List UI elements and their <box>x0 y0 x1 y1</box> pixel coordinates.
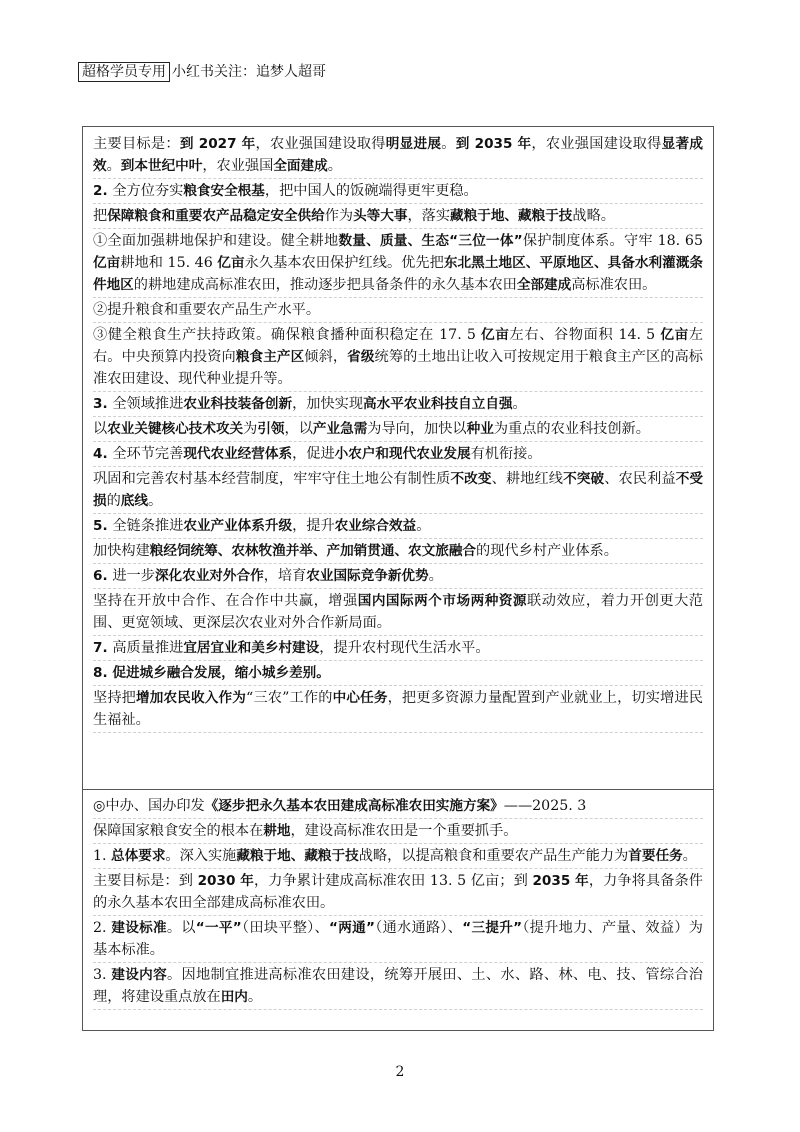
text-run: 把 <box>93 208 108 224</box>
bold-text: 4. <box>93 446 113 462</box>
bold-text: 亿亩 <box>481 327 510 343</box>
text-run: 倾斜， <box>304 349 348 365</box>
text-run: ，力争将具备条件的永久基本农田全部建成高标准农田。 <box>93 873 703 911</box>
text-run: 耕地和 15. 46 <box>120 255 218 271</box>
exclusive-tag: 超格学员专用 <box>78 62 170 82</box>
text-run: 。 <box>416 518 431 534</box>
text-run: 战略。 <box>572 208 615 224</box>
bold-text: 现代农业经营体系 <box>183 446 293 462</box>
text-run: 全环节完善 <box>112 446 184 462</box>
bold-text: 藏粮于地、藏粮于技 <box>236 848 359 864</box>
text-run: 全链条推进 <box>112 518 184 534</box>
text-run: 为 <box>243 421 258 437</box>
text-run: 永久基本农田保护红线。优先把 <box>244 255 444 271</box>
text-run: 作为 <box>324 208 354 224</box>
text-run: ，加快实现 <box>292 396 364 412</box>
text-run: 的现代乡村产业体系。 <box>476 543 618 559</box>
bold-text: 6. <box>93 568 113 584</box>
bold-text: 耕地 <box>263 823 291 839</box>
text-run: 。 <box>106 158 121 174</box>
text-run: 。 <box>327 158 342 174</box>
text-run: “三农”工作的 <box>246 690 333 706</box>
text-run: ，农业强国建设取得 <box>255 136 386 152</box>
text-run: 全方位夯实 <box>112 183 184 199</box>
paragraph <box>93 794 703 819</box>
text-run: 统筹的土地出让收入可按规定用于粮食主产区的高标准农田建设、现代种业提升等。 <box>93 349 703 387</box>
text-run: 主要目标是：到 <box>93 873 198 889</box>
bold-text: 建设标准 <box>111 920 167 936</box>
bold-text: 不改变 <box>450 471 492 487</box>
paragraph <box>93 589 703 636</box>
text-run: 。 <box>441 136 456 152</box>
paragraph <box>93 661 703 686</box>
page-header <box>78 62 326 82</box>
bold-text: 小农户和现代农业发展 <box>334 446 471 462</box>
paragraph <box>93 686 703 733</box>
paragraph <box>93 916 703 963</box>
paragraph <box>93 819 703 844</box>
text-run: 高标准农田。 <box>571 277 657 293</box>
paragraph <box>93 514 703 539</box>
bold-text: 农业关键核心技术攻关 <box>107 421 244 437</box>
text-run: 。 <box>428 568 443 584</box>
text-run: 加快构建 <box>93 543 150 559</box>
bold-text: 数量、质量、生态“三位一体” <box>338 233 523 249</box>
follow-note: 小红书关注：追梦人超哥 <box>172 64 326 80</box>
bold-text: 省级 <box>347 349 375 365</box>
bold-text: 显著成效 <box>93 136 703 174</box>
bold-text: 2030 年 <box>197 873 254 889</box>
text-run: 以 <box>93 421 108 437</box>
paragraph <box>93 417 703 442</box>
text-run: 、农民利益 <box>604 471 676 487</box>
bold-text: 东北黑土地区、平原地区、具备水利灌溉条件地区 <box>93 255 704 293</box>
paragraph <box>93 636 703 661</box>
bold-text: 高水平农业科技自立自强 <box>363 396 513 412</box>
text-run: 全领域推进 <box>112 396 184 412</box>
paragraph <box>93 204 703 229</box>
text-run: 坚持把 <box>93 690 137 706</box>
text-run: 。深入实施 <box>165 848 237 864</box>
text-run: 主要目标是： <box>93 136 180 152</box>
paragraph <box>93 564 703 589</box>
text-run: 的 <box>106 493 121 509</box>
bold-text: 深化农业对外合作 <box>154 568 264 584</box>
text-run: 联动效应，着力开创更大范围、更宽领域、更深层次农业对外合作新局面。 <box>93 593 703 631</box>
paragraph <box>93 179 703 204</box>
text-run: ①全面加强耕地保护和建设。健全耕地 <box>93 233 339 249</box>
text-run: 左右、谷物面积 14. 5 <box>509 327 661 343</box>
bold-text: 粮经饲统筹、农林牧渔并举、产加销贯通、农文旅融合 <box>149 543 477 559</box>
bold-text: 宜居宜业和美乡村建设 <box>183 640 320 656</box>
text-run: 有机衔接。 <box>470 446 542 462</box>
bold-text: 农业国际竞争新优势 <box>306 568 429 584</box>
paragraph <box>93 844 703 869</box>
section-agri-power <box>83 132 713 733</box>
bold-text: 3. <box>93 396 113 412</box>
text-run: （提升地力、产量、效益）为基本标准。 <box>93 920 703 958</box>
bold-text: 全部建成 <box>516 277 572 293</box>
bold-text: 2. <box>93 183 113 199</box>
paragraph <box>93 869 703 916</box>
text-run: 的耕地建成高标准农田，推动逐步把具备条件的永久基本农田 <box>133 277 517 293</box>
text-run: 。 <box>247 989 263 1005</box>
bold-text: 到 2027 年 <box>179 136 256 152</box>
text-run: 2. <box>93 920 112 936</box>
text-run: 坚持在开放中合作、在合作中共赢，增强 <box>93 593 358 609</box>
bold-text: 2035 年 <box>532 873 589 889</box>
text-run: 1. <box>93 848 112 864</box>
bold-text: 不突破 <box>563 471 605 487</box>
bold-text: 粮食安全根基 <box>183 183 265 199</box>
text-run: ，提升 <box>292 518 335 534</box>
bold-text: 《逐步把永久基本农田建成高标准农田实施方案》 <box>204 798 504 814</box>
paragraph <box>93 323 703 392</box>
text-run: ，落实 <box>407 208 451 224</box>
text-run: 。因地制宜推进高标准农田建设，统筹开展田、土、水、路、林、电、技、管综合治理，将建设重点放在 <box>93 967 703 1005</box>
text-run: 为导向，加快以 <box>367 421 467 437</box>
bold-text: 首要任务 <box>628 848 683 864</box>
text-run: ——2025. 3 <box>503 798 587 814</box>
bold-text: 农业综合效益 <box>334 518 417 534</box>
text-run: ，农业强国建设取得 <box>531 136 662 152</box>
text-run: （通水通路）、 <box>374 920 463 936</box>
bold-text: 引领 <box>257 421 285 437</box>
paragraph <box>93 963 703 1010</box>
content-table <box>82 126 714 1031</box>
paragraph <box>93 229 703 298</box>
text-run: ，培育 <box>263 568 307 584</box>
bold-text: 中心任务 <box>332 690 388 706</box>
text-run: ，促进 <box>292 446 335 462</box>
paragraph <box>93 539 703 564</box>
section-farmland-plan <box>83 789 713 1010</box>
text-run: ◎中办、国办印发 <box>93 798 205 814</box>
bold-text: 亿亩 <box>93 255 121 271</box>
bold-text: 保障粮食和重要农产品稳定安全供给 <box>107 208 325 224</box>
text-run: ，以 <box>284 421 313 437</box>
text-run: ，建设高标准农田是一个重要抓手。 <box>290 823 518 839</box>
text-run: （田块平整）、 <box>241 920 330 936</box>
text-run: 巩固和完善农村基本经营制度，牢牢守住土地公有制性质 <box>93 471 451 487</box>
bold-text: 全面建成 <box>273 158 328 174</box>
text-run: 。 <box>147 493 163 509</box>
bold-text: 农业科技装备创新 <box>183 396 293 412</box>
bold-text: 增加农民收入作为 <box>136 690 247 706</box>
paragraph <box>93 467 703 514</box>
text-run: ③健全粮食生产扶持政策。确保粮食播种面积稳定在 17. 5 <box>93 327 482 343</box>
text-run: 高质量推进 <box>112 640 184 656</box>
text-run: 为重点的农业科技创新。 <box>493 421 650 437</box>
bold-text: “一平” <box>195 920 242 936</box>
bold-text: 建设内容 <box>111 967 167 983</box>
bold-text: 头等大事 <box>353 208 408 224</box>
bold-text: 种业 <box>466 421 494 437</box>
paragraph <box>93 442 703 467</box>
bold-text: 亿亩 <box>660 327 689 343</box>
bold-text: 明显进展 <box>385 136 442 152</box>
bold-text: “两通” <box>329 920 375 936</box>
text-run: 保护制度体系。守牢 18. 65 <box>522 233 703 249</box>
bold-text: 产业急需 <box>312 421 368 437</box>
text-run: 。 <box>512 396 527 412</box>
paragraph <box>93 298 703 323</box>
paragraph <box>93 392 703 417</box>
bold-text: 8. 促进城乡融合发展，缩小城乡差别。 <box>93 665 330 681</box>
bold-text: “三提升” <box>462 920 523 936</box>
bold-text: 不受损 <box>93 471 704 509</box>
text-run: ，力争累计建成高标准农田 13. 5 亿亩；到 <box>253 873 533 889</box>
text-run: 进一步 <box>112 568 155 584</box>
bold-text: 藏粮于地、藏粮于技 <box>450 208 573 224</box>
paragraph <box>93 132 703 179</box>
text-run: ②提升粮食和重要农产品生产水平。 <box>93 302 321 318</box>
text-run: ，把更多资源力量配置到产业就业上，切实增进民生福祉。 <box>93 690 703 728</box>
text-run: 3. <box>93 967 112 983</box>
text-run: ，农业强国 <box>202 158 274 174</box>
page-number: 2 <box>395 1064 405 1080</box>
bold-text: 底线 <box>120 493 148 509</box>
bold-text: 粮食主产区 <box>235 349 305 365</box>
bold-text: 5. <box>93 518 113 534</box>
text-run: ，把中国人的饭碗端得更牢更稳。 <box>264 183 478 199</box>
text-run: 、耕地红线 <box>491 471 564 487</box>
bold-text: 国内国际两个市场两种资源 <box>357 593 528 609</box>
text-run: 。以 <box>166 920 196 936</box>
bold-text: 亿亩 <box>217 255 245 271</box>
text-run: 左右。中央预算内投资向 <box>93 327 704 365</box>
bold-text: 到 2035 年 <box>455 136 532 152</box>
text-run: ，提升农村现代生活水平。 <box>319 640 490 656</box>
bold-text: 农业产业体系升级 <box>183 518 293 534</box>
text-run: 保障国家粮食安全的根本在 <box>93 823 264 839</box>
bold-text: 7. <box>93 640 113 656</box>
text-run: 战略，以提高粮食和重要农产品生产能力为 <box>358 848 629 864</box>
bold-text: 田内 <box>220 989 248 1005</box>
bold-text: 总体要求 <box>111 848 166 864</box>
text-run: 。 <box>682 848 697 864</box>
bold-text: 到本世纪中叶 <box>120 158 203 174</box>
